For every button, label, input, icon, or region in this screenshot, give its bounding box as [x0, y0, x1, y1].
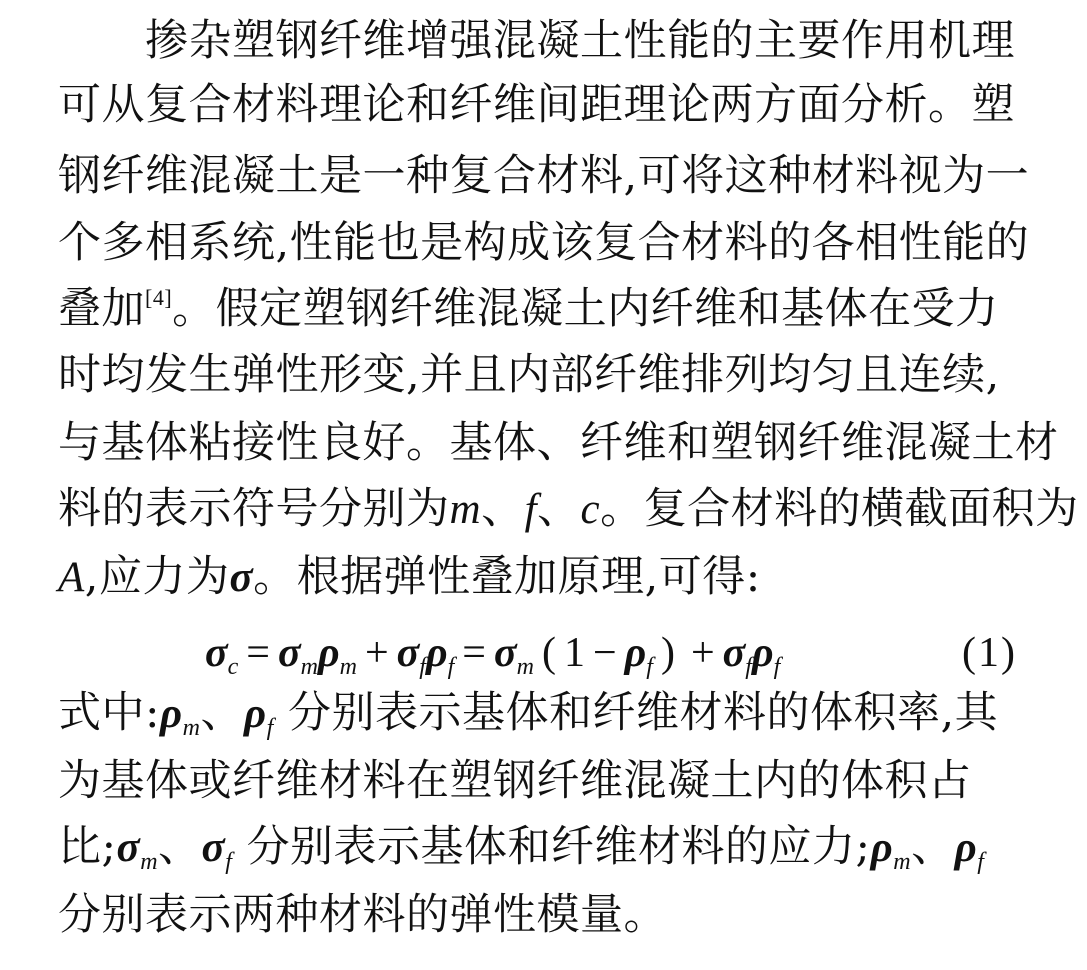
- equation-1: [205, 624, 1017, 682]
- paragraph-line-1: [145, 12, 1018, 70]
- explanation-line-4-text: 分别表示两种材料的弹性模量。: [58, 890, 667, 940]
- subscript-f: f: [773, 654, 781, 680]
- explanation-line-3: [58, 818, 1018, 876]
- sigma-f: σ: [396, 630, 420, 676]
- subscript-m: m: [516, 654, 534, 680]
- sigma-m: σ: [493, 630, 517, 676]
- symbol-area-a: A: [58, 554, 85, 601]
- paragraph-line-5-text-a: 叠加: [58, 284, 145, 334]
- paragraph-line-8-text-b: 。复合材料的横截面积为: [600, 484, 1079, 534]
- plus-sign: +: [364, 630, 389, 676]
- symbol-rho-f: ρ: [954, 824, 978, 871]
- subscript-f: f: [977, 849, 985, 875]
- subscript-m: m: [140, 849, 159, 875]
- paragraph-line-9-text-a: ,应力为: [84, 552, 230, 602]
- symbol-f: f: [524, 486, 538, 533]
- paragraph-line-6: [58, 346, 1018, 404]
- sigma-c: σ: [205, 630, 228, 676]
- explanation-line-2: [58, 752, 1018, 810]
- symbol-stress-sigma: σ: [229, 554, 254, 601]
- subscript-m: m: [300, 654, 318, 680]
- separator-comma: 、: [158, 822, 202, 872]
- equals-sign: =: [246, 630, 270, 676]
- subscript-f: f: [745, 654, 752, 680]
- symbol-c: c: [580, 486, 601, 533]
- subscript-f: f: [419, 654, 426, 680]
- rho-f: ρ: [751, 630, 774, 676]
- separator-comma: 、: [481, 484, 525, 534]
- paragraph-line-9: [58, 548, 1018, 606]
- paragraph-line-3: [58, 147, 1030, 205]
- plus-sign: +: [690, 630, 715, 676]
- explanation-line-2-text: 为基体或纤维材料在塑钢纤维混凝土内的体积占: [58, 756, 972, 806]
- subscript-c: c: [227, 654, 239, 680]
- symbol-rho-f: ρ: [244, 690, 267, 737]
- paragraph-line-9-text-b: 。根据弹性叠加原理,可得:: [253, 552, 761, 602]
- symbol-rho-m: ρ: [160, 690, 183, 737]
- subscript-m: m: [339, 654, 357, 680]
- subscript-f: f: [225, 849, 233, 875]
- paragraph-line-6-text: 时均发生弹性形变,并且内部纤维排列均匀且连续,: [58, 350, 1000, 400]
- rho-f: ρ: [425, 630, 448, 676]
- paragraph-line-4: [58, 214, 1030, 272]
- symbol-sigma-m: σ: [116, 824, 141, 871]
- explanation-line-1-prefix: 式中:: [58, 688, 160, 738]
- paragraph-line-7: [58, 414, 1059, 472]
- minus-sign: −: [592, 630, 617, 676]
- subscript-f: f: [447, 654, 455, 680]
- subscript-m: m: [182, 715, 201, 741]
- equation-formula: [205, 624, 780, 682]
- explanation-line-1: [58, 684, 1018, 742]
- sigma-m: σ: [277, 630, 301, 676]
- sigma-f: σ: [722, 630, 746, 676]
- paragraph-line-4-text: 个多相系统,性能也是构成该复合材料的各相性能的: [58, 218, 1030, 268]
- subscript-f: f: [646, 654, 653, 680]
- symbol-sigma-f: σ: [201, 824, 226, 871]
- rho-f: ρ: [624, 630, 647, 676]
- separator-comma: 、: [200, 688, 244, 738]
- explanation-line-3-prefix: 比;: [58, 822, 117, 872]
- separator-comma: 、: [911, 822, 955, 872]
- rho-m: ρ: [317, 630, 340, 676]
- paragraph-line-2-text: 可从复合材料理论和纤维间距理论两方面分析。塑: [58, 80, 1015, 130]
- paragraph-line-1-text: 掺杂塑钢纤维增强混凝土性能的主要作用机理: [145, 16, 1015, 66]
- paragraph-line-3-text: 钢纤维混凝土是一种复合材料,可将这种材料视为一: [58, 151, 1030, 201]
- equals-sign: =: [462, 630, 486, 676]
- paragraph-line-2: [58, 76, 1018, 134]
- symbol-m: m: [449, 486, 482, 533]
- subscript-f: f: [266, 715, 274, 741]
- paragraph-line-7-text: 与基体粘接性良好。基体、纤维和塑钢纤维混凝土材: [58, 418, 1059, 468]
- citation-reference: [4]: [145, 285, 173, 310]
- subscript-m: m: [893, 849, 912, 875]
- explanation-line-4: [58, 886, 1018, 944]
- paragraph-line-5-text-b: 。假定塑钢纤维混凝土内纤维和基体在受力: [172, 284, 999, 334]
- paragraph-line-5: [58, 280, 1018, 338]
- separator-comma: 、: [537, 484, 581, 534]
- paragraph-line-8-text-a: 料的表示符号分别为: [58, 484, 450, 534]
- explanation-line-1-suffix: 分别表示基体和纤维材料的体积率,其: [288, 688, 999, 738]
- close-parenthesis: ): [660, 630, 675, 676]
- paragraph-line-8: [58, 480, 1079, 538]
- open-parenthesis: (: [541, 630, 556, 676]
- explanation-line-3-suffix: 分别表示基体和纤维材料的应力;: [246, 822, 871, 872]
- number-one: 1: [563, 630, 585, 676]
- symbol-rho-m: ρ: [870, 824, 894, 871]
- equation-number: (1): [962, 630, 1017, 676]
